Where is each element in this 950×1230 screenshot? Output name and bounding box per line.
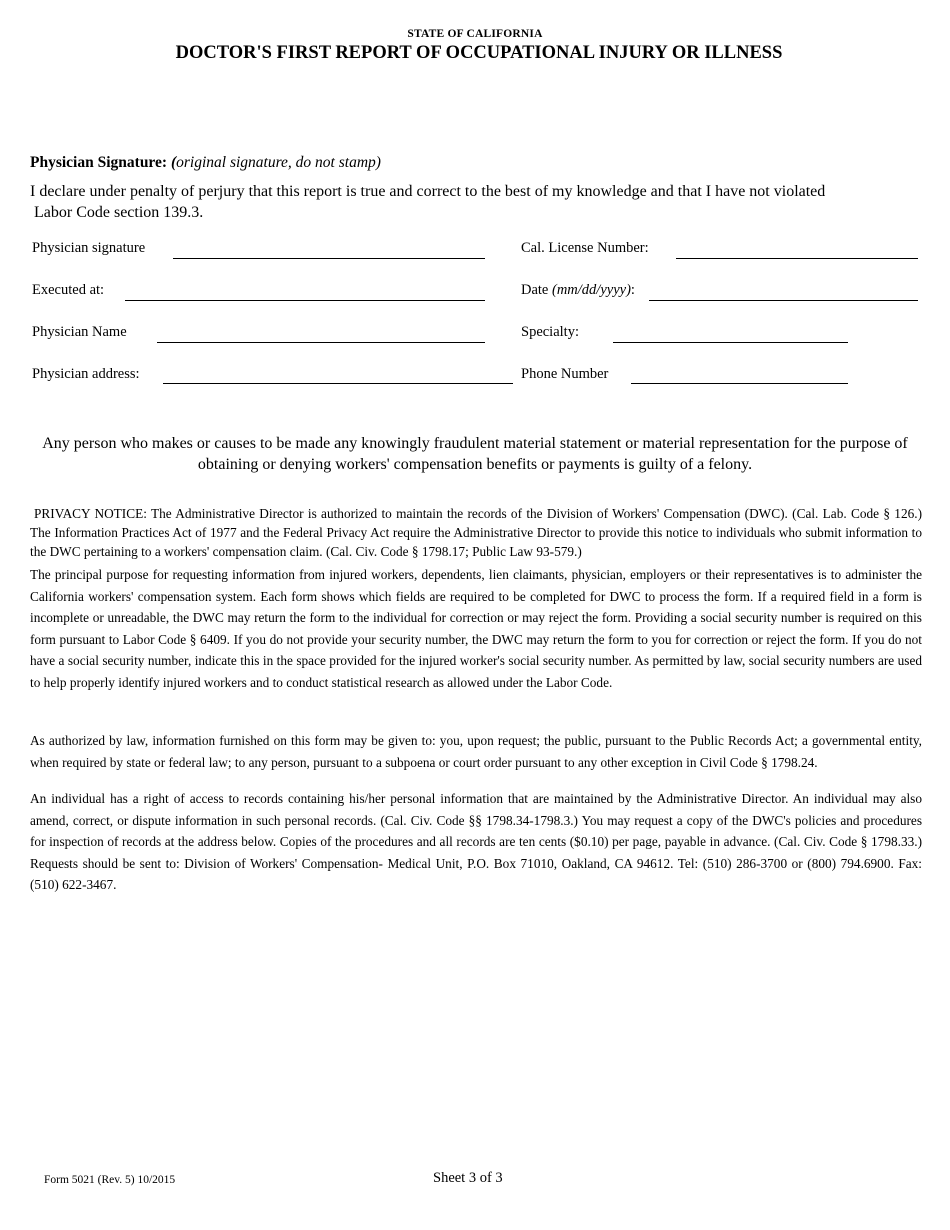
license-number-label: Cal. License Number:: [521, 240, 649, 256]
signature-heading-note: original signature, do not stamp): [176, 154, 381, 171]
privacy-purpose: The principal purpose for requesting information from injured workers, dependents, lien claimants, physician, employers or their representatives is to administer the California workers' compensation system. Each form shows which fields are required to be completed for DWC to process the form. If a required field in a form is incomplete or unreadable, the DWC may return the form to the individual for correction or may reject the form. Providing a social security number is required on this form pursuant to Labor Code § 6409. If you do not provide your security number, the DWC may return the form to you for correction or reject the form. If you do not have a social security number, indicate this in the space provided for the injured worker's social security number. As permitted by law, social security numbers are used to help properly identify injured workers and to conduct statistical research as allowed under the Labor Code.: [30, 567, 922, 690]
sheet-number: Sheet 3 of 3: [433, 1170, 503, 1186]
perjury-declaration: [30, 181, 910, 223]
executed-at-label: Executed at:: [32, 282, 105, 298]
date-label: [521, 282, 635, 299]
privacy-disclosure: As authorized by law, information furnished on this form may be given to: you, upon request; the public, pursuant to the Public Records Act; a governmental entity, when required by state or federal law; to any person, pursuant to a subpoena or court order pursuant to any other exception in Civil Code § 1798.24.: [30, 733, 922, 770]
declaration-line-2: Labor Code section 139.3.: [34, 204, 204, 221]
physician-signature-field[interactable]: [173, 258, 485, 259]
signature-heading-label: Physician Signature:: [30, 154, 171, 171]
license-number-field[interactable]: [676, 258, 918, 259]
date-label-text: Date: [521, 282, 552, 298]
page-title: DOCTOR'S FIRST REPORT OF OCCUPATIONAL INJURY OR ILLNESS: [175, 43, 783, 63]
form-revision: Form 5021 (Rev. 5) 10/2015: [44, 1174, 176, 1186]
physician-name-label: Physician Name: [32, 324, 127, 340]
date-label-colon: :: [630, 282, 635, 298]
state-heading: STATE OF CALIFORNIA: [407, 28, 543, 40]
signature-heading: [30, 154, 381, 172]
phone-number-label: Phone Number: [521, 366, 609, 382]
executed-at-field[interactable]: [125, 300, 485, 301]
physician-name-field[interactable]: [157, 342, 485, 343]
physician-address-field[interactable]: [163, 383, 513, 384]
felony-notice: Any person who makes or causes to be made any knowingly fraudulent material statement or material representation for the purpose of obtaining or denying workers' compensation benefits or payments is guilty of a felony.: [42, 435, 908, 473]
specialty-label: Specialty:: [521, 324, 579, 340]
date-format-hint: (mm/dd/yyyy): [552, 282, 631, 298]
specialty-field[interactable]: [613, 342, 848, 343]
privacy-notice: PRIVACY NOTICE: The Administrative Director is authorized to maintain the records of the Division of Workers' Compensation (DWC). (Cal. Lab. Code § 126.) The Information Practices Act of 1977 and the Federal Privacy Act require the Administrative Director to provide this notice to individuals who submit information to the DWC pertaining to a workers' compensation claim. (Cal. Civ. Code § 1798.17; Public Law 93-579.): [30, 506, 922, 559]
phone-number-field[interactable]: [631, 383, 848, 384]
privacy-access-rights: An individual has a right of access to records containing his/her personal information that are maintained by the Administrative Director. An individual may also amend, correct, or dispute information in such personal records. (Cal. Civ. Code §§ 1798.34-1798.3.) You may request a copy of the DWC's policies and procedures for inspection of records at the address below. Copies of the procedures and all records are ten cents ($0.10) per page, payable in advance. (Cal. Civ. Code § 1798.33.) Requests should be sent to: Division of Workers' Compensation- Medical Unit, P.O. Box 71010, Oakland, CA 94612. Tel: (510) 286-3700 or (800) 794.6900. Fax: (510) 622-3467.: [30, 791, 922, 892]
physician-address-label: Physician address:: [32, 366, 140, 382]
declaration-line-1: I declare under penalty of perjury that this report is true and correct to the best of my knowledge and that I have not violated: [30, 183, 826, 200]
signature-heading-paren: (: [170, 154, 177, 171]
physician-signature-label: Physician signature: [32, 240, 146, 256]
date-field[interactable]: [649, 300, 918, 301]
